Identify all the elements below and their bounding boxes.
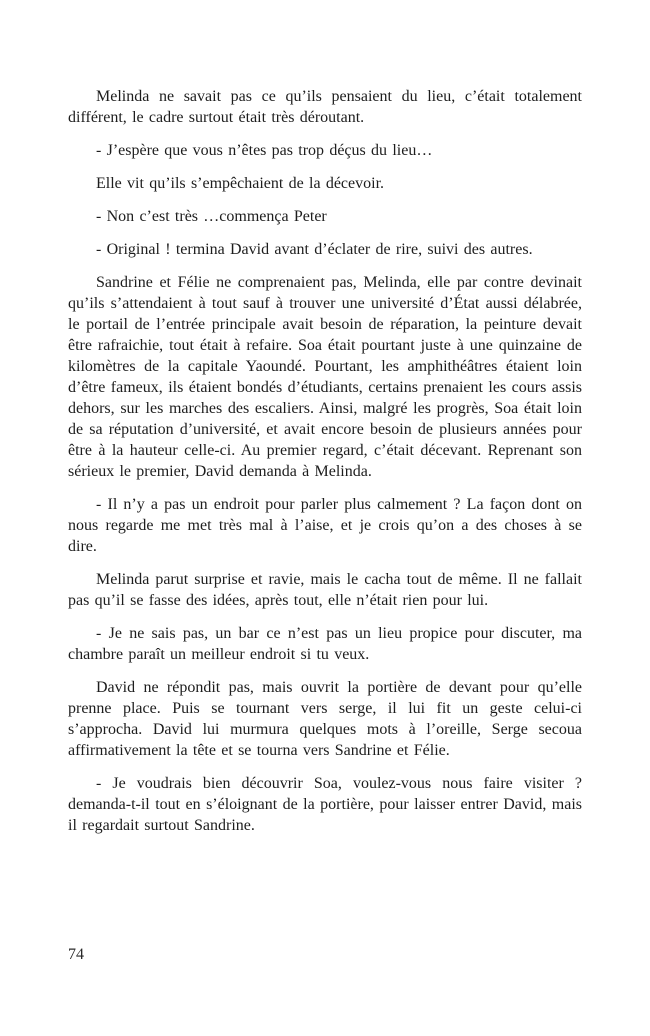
paragraph: Melinda parut surprise et ravie, mais le cacha tout de même. Il ne fallait pas qu’il se fasse des idées, après tout, elle n’était rien pour lui. xyxy=(68,571,582,609)
paragraph-dialogue: - Original ! termina David avant d’éclater de rire, suivi des autres. xyxy=(96,241,533,258)
paragraph: Sandrine et Félie ne comprenaient pas, Melinda, elle par contre devinait qu’ils s’attendaient à tout sauf à trouver une université d’État aussi délabrée, le portail de l’entrée principale avait besoin de réparation, la peinture devait être rafraichie, tout était à refaire. Soa était pourtant juste à une quinzaine de kilomètres de la capitale Yaoundé. Pourtant, les amphithéâtres étaient loin d’être fameux, ils étaient bondés d’étudiants, certains prenaient les cours assis dehors, sur les marches des escaliers. Ainsi, malgré les progrès, Soa était loin de sa réputation d’université, et avait encore besoin de plusieurs années pour être à la hauteur celle-ci. Au premier regard, c’était décevant. Reprenant son sérieux le premier, David demanda à Melinda. xyxy=(68,274,582,480)
paragraph-dialogue: - Je ne sais pas, un bar ce n’est pas un lieu propice pour discuter, ma chambre paraît un meilleur endroit si tu veux. xyxy=(68,625,582,663)
page-number: 74 xyxy=(68,946,84,963)
paragraph-dialogue: - Non c’est très …commença Peter xyxy=(96,208,327,225)
paragraph: Melinda ne savait pas ce qu’ils pensaient du lieu, c’était totalement différent, le cadre surtout était très déroutant. xyxy=(68,88,582,126)
paragraph-dialogue: - J’espère que vous n’êtes pas trop déçus du lieu… xyxy=(96,142,433,159)
paragraph-dialogue: - Je voudrais bien découvrir Soa, voulez-vous nous faire visiter ? demanda-t-il tout en s’éloignant de la portière, pour laisser entrer David, mais il regardait surtout Sandrine. xyxy=(68,775,582,834)
paragraph-dialogue: - Il n’y a pas un endroit pour parler plus calmement ? La façon dont on nous regarde me met très mal à l’aise, et je crois qu’on a des choses à se dire. xyxy=(68,496,582,555)
page-text xyxy=(68,86,582,848)
paragraph: Elle vit qu’ils s’empêchaient de la décevoir. xyxy=(96,175,385,192)
paragraph: David ne répondit pas, mais ouvrit la portière de devant pour qu’elle prenne place. Puis se tournant vers serge, il lui fit un geste celui-ci s’approcha. David lui murmura quelques mots à l’oreille, Serge secoua affirmativement la tête et se tourna vers Sandrine et Félie. xyxy=(68,679,582,759)
